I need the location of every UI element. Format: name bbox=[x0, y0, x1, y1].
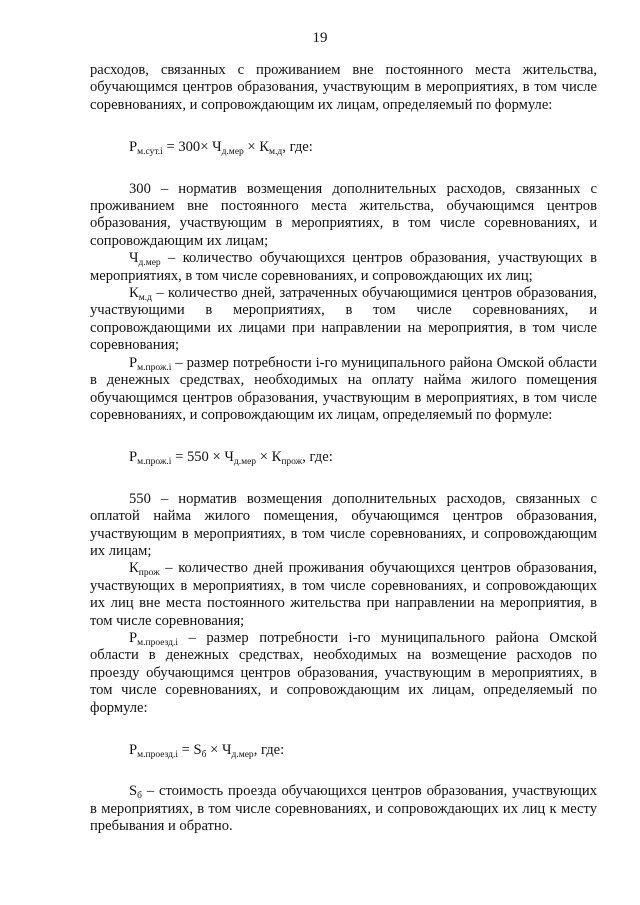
formula-rmproj bbox=[90, 449, 597, 466]
formula-subscript: прож bbox=[281, 457, 303, 468]
definition-chdmer bbox=[90, 250, 597, 285]
definition-subscript: прож bbox=[138, 568, 160, 579]
definition-subscript: м.прож.i bbox=[137, 362, 172, 373]
formula-text: , где: bbox=[282, 139, 313, 156]
formula-subscript: б bbox=[201, 750, 207, 760]
formula-symbol: Р bbox=[129, 449, 138, 466]
definition-subscript: м.проезд.i bbox=[137, 637, 178, 648]
definition-symbol: Ч bbox=[129, 250, 139, 267]
formula-subscript: м.сут.i bbox=[137, 147, 163, 158]
definition-text: – количество дней, затраченных обучающимися центров образования, участвующими в мероприятиях, в том числе соревнованиях, и сопровождающими их лицами при направлении на мероприятия, в том числе соревнования; bbox=[90, 285, 597, 354]
formula-text: × К bbox=[243, 139, 270, 156]
formula-text: , где: bbox=[253, 742, 285, 758]
definition-text: – количество обучающихся центров образования, участвующих в мероприятиях, в том числе соревнованиях, и сопровождающих их лиц; bbox=[90, 250, 597, 284]
definition-symbol: Р bbox=[129, 629, 138, 646]
formula-text: = 300× Ч bbox=[162, 139, 222, 156]
definition-text: – стоимость проезда обучающихся центров образования, участвующих в мероприятиях, в том числе соревнованиях, и сопровождающих их лиц к месту пребывания и обратно. bbox=[90, 783, 597, 835]
formula-text: = S bbox=[177, 742, 202, 758]
page-number: 19 bbox=[312, 30, 328, 46]
definition-symbol: К bbox=[129, 560, 139, 577]
formula-subscript: м.д bbox=[269, 147, 283, 158]
definition-text: – количество дней проживания обучающихся центров образования, участвующих в мероприятиях, в том числе соревнованиях, и сопровождающих их лиц вне места постоянного жительства при направлении на мероприятия, в том числе соревнования; bbox=[90, 560, 597, 629]
formula-symbol: Р bbox=[129, 139, 138, 156]
definition-subscript: б bbox=[137, 791, 142, 802]
formula-text: = 550 × Ч bbox=[171, 449, 234, 466]
definition-300: 300 – норматив возмещения дополнительных расходов, связанных с проживанием вне постоянного места жительства, обучающимся центров образования, участвующим в мероприятиях, в том числе соревнованиях, и сопровождающим их лицам; bbox=[90, 180, 597, 249]
definition-kmd bbox=[90, 285, 597, 355]
formula-subscript: м.проезд.i bbox=[137, 750, 178, 760]
definition-text: – размер потребности i-го муниципального района Омской области в денежных средствах, необходимых на возмещение расходов по проезду обучающимся центров образования, участвующим в мероприятиях, в том числе соревнованиях, и сопровождающим их лицам, определяемый по формуле: bbox=[90, 629, 597, 716]
formula-symbol: Р bbox=[129, 742, 138, 758]
definition-sb bbox=[90, 783, 597, 835]
definition-kproj bbox=[90, 560, 597, 630]
definition-symbol: Р bbox=[129, 354, 138, 371]
formula-subscript: д.мер bbox=[221, 147, 244, 158]
formula-text: × Ч bbox=[206, 742, 232, 758]
intro-paragraph: расходов, связанных с проживанием вне постоянного места жительства, обучающимся центров образования, участвующим в мероприятиях, в том числе соревнованиях, и сопровождающим их лицам, определяемый по формуле: bbox=[90, 62, 597, 113]
formula-subscript: м.прож.i bbox=[137, 457, 172, 468]
document-body bbox=[90, 62, 597, 836]
formula-text: × К bbox=[256, 449, 282, 466]
definition-symbol: К bbox=[129, 285, 139, 302]
definition-rmproj bbox=[90, 355, 597, 425]
formula-subscript: д.мер bbox=[233, 457, 257, 468]
definition-subscript: м.д bbox=[138, 293, 152, 304]
definition-text: – размер потребности i-го муниципального района Омской области в денежных средствах, необходимых на оплату найма жилого помещения обучающимся центров образования, участвующим в мероприятиях, в том числе соревнованиях, и сопровождающим их лицам, определяемый по формуле: bbox=[90, 354, 597, 423]
definition-550: 550 – норматив возмещения дополнительных расходов, связанных с оплатой найма жилого помещения, обучающимся центров образования, участвующим в мероприятиях, в том числе соревнованиях, и сопровождающим их лицам; bbox=[90, 490, 597, 559]
formula-subscript: д.мер bbox=[231, 750, 254, 760]
definition-subscript: д.мер bbox=[138, 258, 161, 269]
definition-symbol: S bbox=[129, 783, 138, 800]
formula-rmsut bbox=[90, 139, 597, 156]
formula-rmproezd bbox=[90, 742, 597, 759]
formula-text: , где: bbox=[302, 449, 333, 466]
definition-rmproezd bbox=[90, 630, 597, 717]
